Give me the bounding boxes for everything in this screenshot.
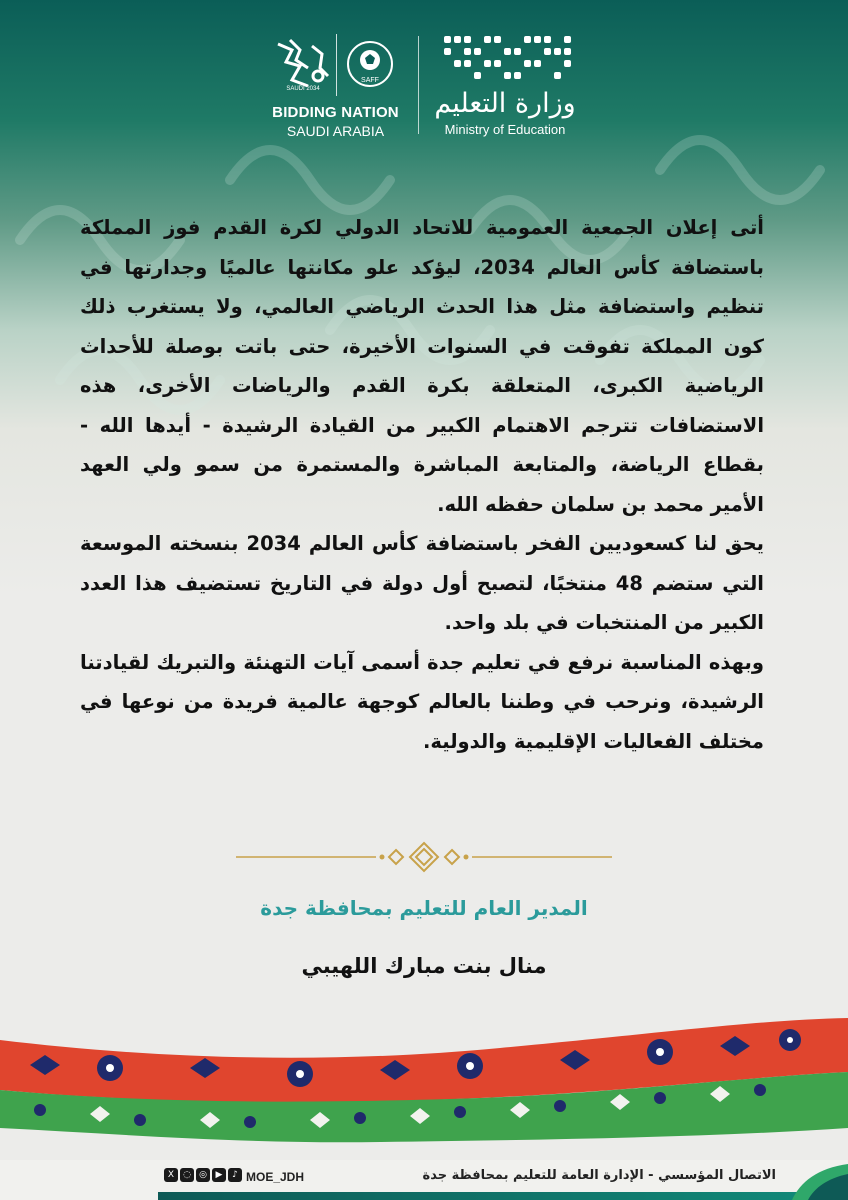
saudi-2034-mark xyxy=(272,36,334,92)
instagram-icon[interactable]: ◎ xyxy=(196,1168,210,1182)
paragraph: أتى إعلان الجمعية العمومية للاتحاد الدولي لكرة القدم فوز المملكة باستضافة كأس العالم 2034، ليؤكد علو مكانتها عالميًا وجدارتها في تنظيم واستضافة مثل هذا الحدث الرياضي العالمي، ولا يستغرب ذلك كون المملكة تفوقت في السنوات الأخيرة، حتى باتت بوصلة للأحداث الرياضية الكبرى، المتعلقة بكرة القدم والرياضات الأخرى، هذه الاستضافات تترجم الاهتمام الكبير من القيادة الرشيدة - أيدها الله - بقطاع الرياضة، والمتابعة المباشرة والمستمرة من سمو ولي العهد الأمير محمد بن سلمان حفظه الله. xyxy=(80,216,764,516)
moe-english-name: Ministry of Education xyxy=(444,122,566,137)
ornament-divider xyxy=(236,840,612,874)
paragraph: يحق لنا كسعوديين الفخر باستضافة كأس العالم 2034 بنسخته الموسعة التي ستضم 48 منتخبًا، لتصبح أول دولة في التاريخ تستضيف هذا العدد الكبير من المنتخبات في بلد واحد. xyxy=(80,532,765,634)
ministry-of-education-logo xyxy=(432,30,582,140)
header-logos xyxy=(0,0,848,160)
moe-dots-mark xyxy=(440,32,580,88)
signatory-position: المدير العام للتعليم بمحافظة جدة xyxy=(260,896,588,920)
snapchat-icon[interactable]: ◌ xyxy=(180,1168,194,1182)
bid-title: BIDDING NATION xyxy=(272,104,399,121)
x-icon[interactable]: X xyxy=(164,1168,178,1182)
footer-text: الاتصال المؤسسي - الإدارة العامة للتعليم بمحافظة جدة xyxy=(422,1168,776,1183)
social-handle[interactable]: MOE_JDH xyxy=(246,1170,305,1184)
youtube-icon[interactable]: ▶ xyxy=(212,1168,226,1182)
tiktok-icon[interactable]: ♪ xyxy=(228,1168,242,1182)
footer-bar xyxy=(158,1192,848,1200)
logo-separator xyxy=(418,36,419,134)
decorative-banner xyxy=(0,1010,848,1150)
saudi-2034-bid-logo xyxy=(268,30,403,150)
paragraph: وبهذه المناسبة نرفع في تعليم جدة أسمى آيات التهنئة والتبريك لقيادتنا الرشيدة، ونرحب في وطننا بالعالم كوجهة عالمية فريدة من نوعها في مختلف الفعاليات الإقليمية والدولية. xyxy=(80,650,764,753)
signatory-name: منال بنت مبارك اللهيبي xyxy=(301,954,547,978)
corner-ornament xyxy=(788,1164,848,1200)
svg-text:SAFF: SAFF xyxy=(361,77,379,84)
bid-subtitle: SAUDI ARABIA xyxy=(286,123,385,139)
bid-logo-divider xyxy=(336,34,337,96)
saff-logo xyxy=(344,38,396,90)
statement-body xyxy=(80,208,764,761)
svg-text:SAUDI 2034: SAUDI 2034 xyxy=(286,86,320,92)
moe-arabic-name: وزارة التعليم xyxy=(434,88,576,119)
